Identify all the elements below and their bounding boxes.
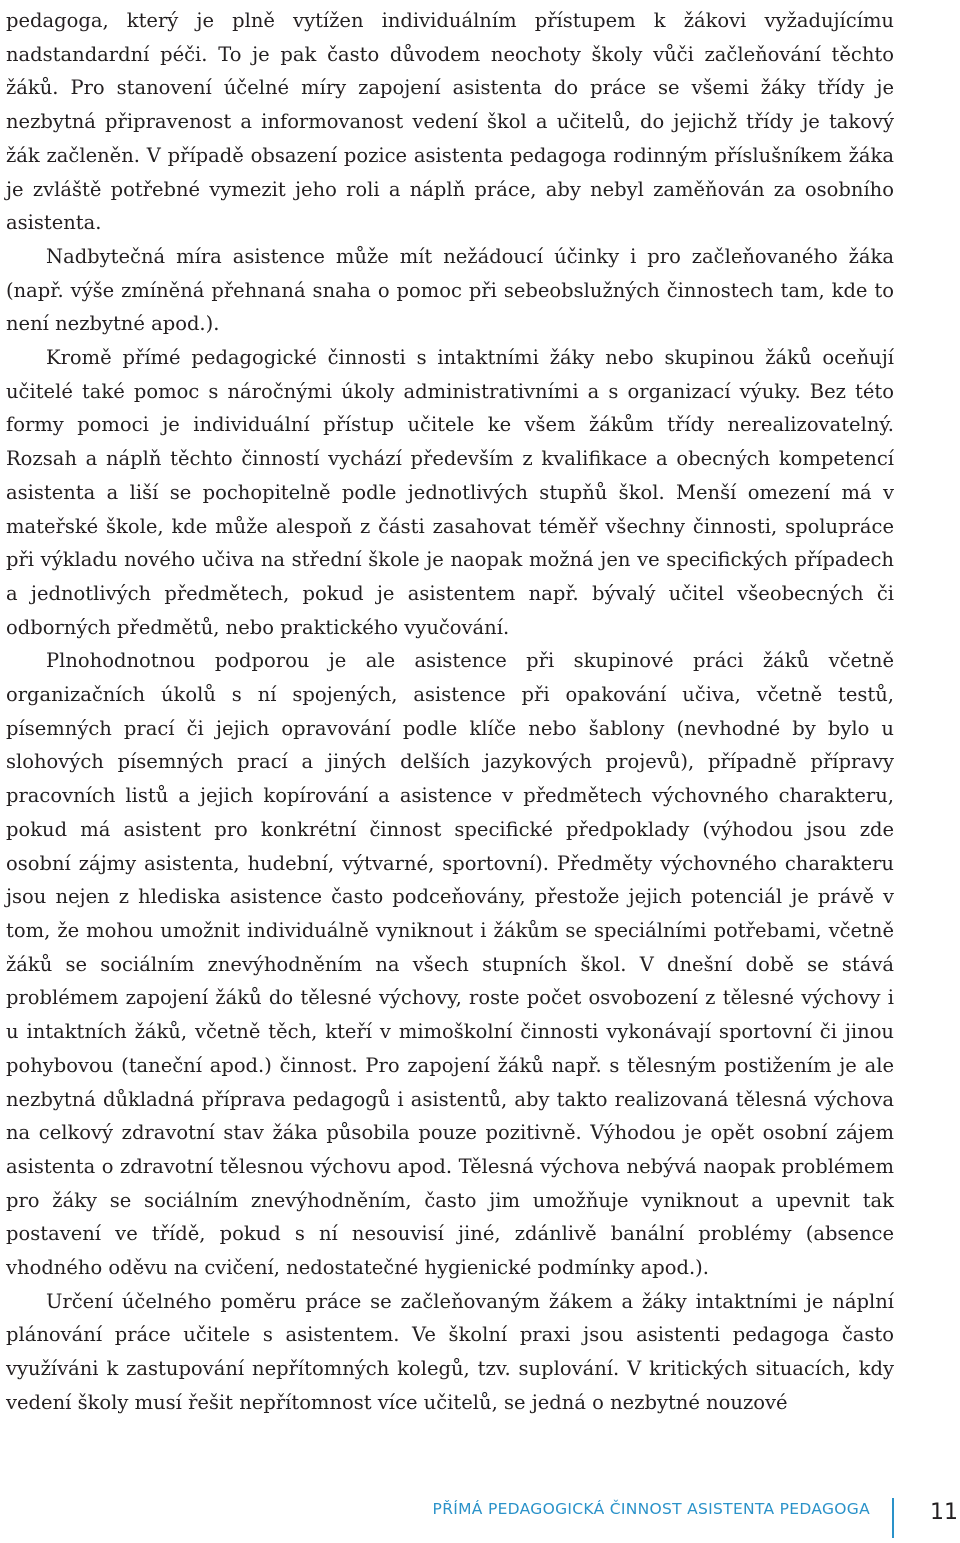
footer-divider	[892, 1498, 894, 1538]
page-footer	[0, 1490, 960, 1540]
running-title: PŘÍMÁ PEDAGOGICKÁ ČINNOST ASISTENTA PEDAGOGA	[432, 1500, 870, 1518]
paragraph-3: Kromě přímé pedagogické činnosti s intaktními žáky nebo skupinou žáků oceňují učitelé také pomoc s náročnými úkoly administrativními a s organizací výuky. Bez této formy pomoci je individuální přístup učitele ke všem žákům třídy nerealizovatelný. Rozsah a náplň těchto činností vychází především z kvalifikace a obecných kompetencí asistenta a liší se pochopitelně podle jednotlivých stupňů škol. Menší omezení má v mateřské škole, kde může alespoň z části zasahovat téměř všechny činnosti, spolupráce při výkladu nového učiva na střední škole je naopak možná jen ve specifických případech a jednotlivých předmětech, pokud je asistentem např. bývalý učitel všeobecných či odborných předmětů, nebo praktického vyučování.	[6, 346, 894, 639]
paragraph-1: pedagoga, který je plně vytížen individuálním přístupem k žákovi vyžadujícímu nadstandardní péči. To je pak často důvodem neochoty školy vůči začleňování těchto žáků. Pro stanovení účelné míry zapojení asistenta do práce se všemi žáky třídy je nezbytná připravenost a informovanost vedení škol a učitelů, do jejichž třídy je takový žák začleněn. V případě obsazení pozice asistenta pedagoga rodinným příslušníkem žáka je zvláště potřebné vymezit jeho roli a náplň práce, aby nebyl zaměňován za osobního asistenta.	[6, 9, 894, 235]
page-number: 11	[930, 1500, 958, 1525]
document-body	[6, 4, 894, 1420]
paragraph-2: Nadbytečná míra asistence může mít nežádoucí účinky i pro začleňovaného žáka (např. výše zmíněná přehnaná snaha o pomoc při sebeobslužných činnostech tam, kde to není nezbytné apod.).	[6, 244, 894, 336]
paragraph-4: Plnohodnotnou podporou je ale asistence při skupinové práci žáků včetně organizačních úkolů s ní spojených, asistence při opakování učiva, včetně testů, písemných prací či jejich opravování podle klíče nebo šablony (nevhodné by bylo u slohových písemných prací a jiných delších jazykových projevů), případně přípravy pracovních listů a jejich kopírování a asistence v předmětech výchovného charakteru, pokud má asistent pro konkrétní činnost specifické předpoklady (výhodou jsou zde osobní zájmy asistenta, hudební, výtvarné, sportovní). Předměty výchovného charakteru jsou nejen z hlediska asistence často podceňovány, přestože jejich potenciál je právě v tom, že mohou umožnit individuálně vyniknout i žákům se speciálními potřebami, včetně žáků se sociálním znevýhodněním na všech stupních škol. V dnešní době se stává problémem zapojení žáků do tělesné výchovy, roste počet osvobození z tělesné výchovy i u intaktních žáků, včetně těch, kteří v mimoškolní činnosti vykonávají sportovní či jinou pohybovou (taneční apod.) činnost. Pro zapojení žáků např. s tělesným postižením je ale nezbytná důkladná příprava pedagogů i asistentů, aby takto realizovaná tělesná výchova na celkový zdravotní stav žáka působila pouze pozitivně. Výhodou je opět osobní zájem asistenta o zdravotní tělesnou výchovu apod. Tělesná výchova nebývá naopak problémem pro žáky se sociálním znevýhodněním, často jim umožňuje vyniknout a upevnit tak postavení ve třídě, pokud s ní nesouvisí jiné, zdánlivě banální problémy (absence vhodného oděvu na cvičení, nedostatečné hygienické podmínky apod.).	[6, 649, 894, 1280]
paragraph-5: Určení účelného poměru práce se začleňovaným žákem a žáky intaktními je náplní plánování práce učitele s asistentem. Ve školní praxi jsou asistenti pedagoga často využíváni k zastupování nepřítomných kolegů, tzv. suplování. V kritických situacích, kdy vedení školy musí řešit nepřítomnost více učitelů, se jedná o nezbytné nouzové	[6, 1289, 894, 1414]
